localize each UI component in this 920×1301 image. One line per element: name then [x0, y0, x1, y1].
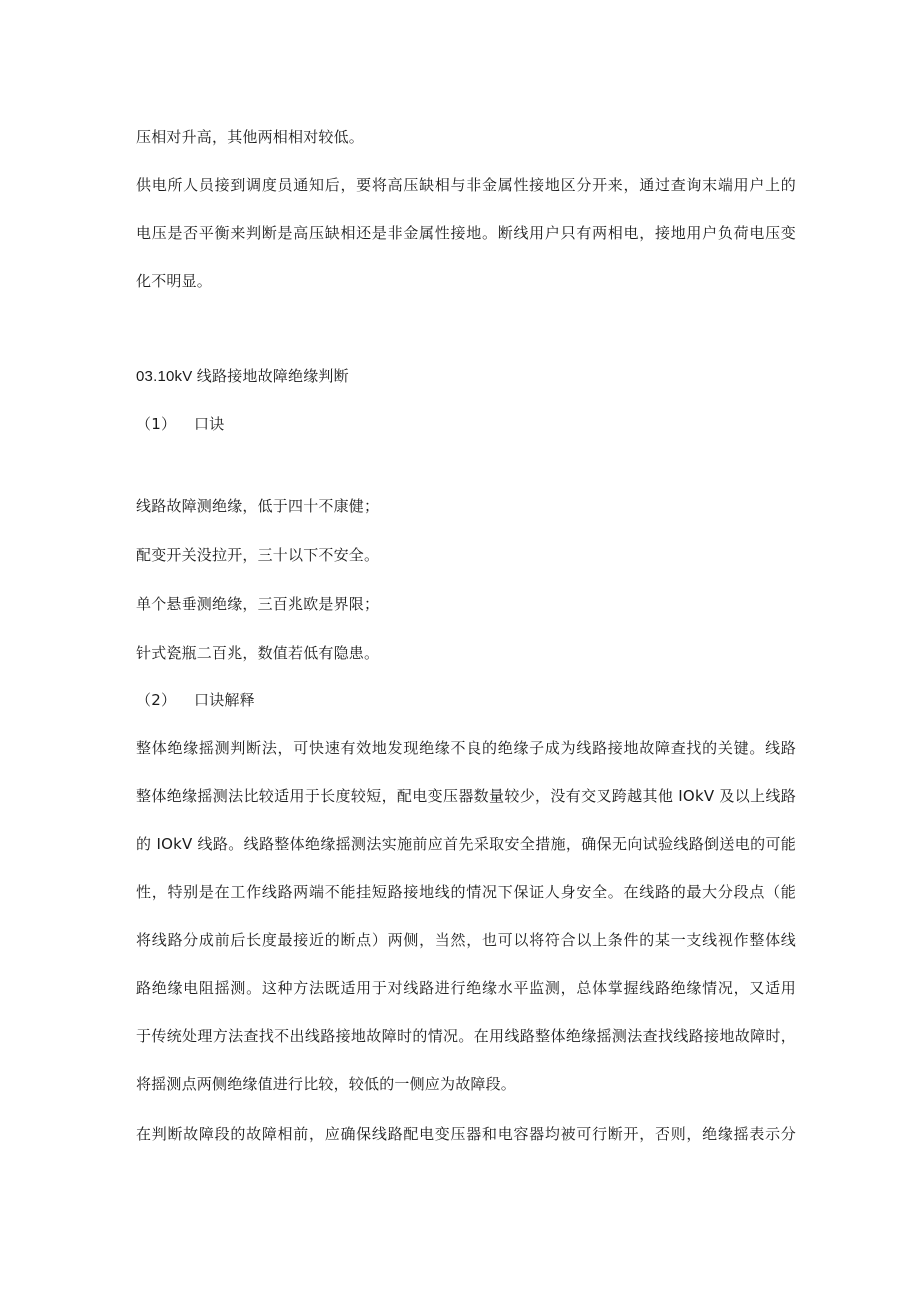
paragraph1-line: 电压是否平衡来判断是高压缺相还是非金属性接地。断线用户只有两相电，接地用户负荷电压变 [136, 224, 796, 242]
list-item-number: （2） [136, 691, 177, 709]
paragraph2-line: 路绝缘电阻摇测。这种方法既适用于对线路进行绝缘水平监测，总体掌握线路绝缘情况，又适用 [136, 979, 796, 997]
paragraph2-line: 将摇测点两侧绝缘值进行比较，较低的一侧应为故障段。 [136, 1075, 517, 1093]
verse-line: 配变开关没拉开，三十以下不安全。 [136, 546, 380, 564]
section-heading: 03.10kV 线路接地故障绝缘判断 [136, 368, 349, 385]
verse-line: 单个悬垂测绝缘，三百兆欧是界限； [136, 595, 380, 613]
verse-line: 针式瓷瓶二百兆，数值若低有隐患。 [136, 644, 380, 662]
paragraph2-line: 整体绝缘摇测判断法，可快速有效地发现绝缘不良的绝缘子成为线路接地故障查找的关键。线路 [136, 739, 796, 757]
paragraph2-line: 性，特别是在工作线路两端不能挂短路接地线的情况下保证人身安全。在线路的最大分段点（能 [136, 883, 796, 901]
paragraph2-line: 整体绝缘摇测法比较适用于长度较短，配电变压器数量较少，没有交叉跨越其他 IOkV 及以上线路 [136, 787, 796, 805]
paragraph2-line: 于传统处理方法查找不出线路接地故障时的情况。在用线路整体绝缘摇测法查找线路接地故障时， [136, 1027, 796, 1045]
list-item-number: （1） [136, 415, 177, 433]
paragraph2-line: 的 IOkV 线路。线路整体绝缘摇测法实施前应首先采取安全措施，确保无向试验线路倒送电的可能 [136, 835, 796, 853]
paragraph-tail: 压相对升高，其他两相相对较低。 [136, 128, 365, 146]
paragraph1-line: 供电所人员接到调度员通知后，要将高压缺相与非金属性接地区分开来，通过查询末端用户上的 [136, 176, 796, 194]
paragraph1-line: 化不明显。 [136, 272, 213, 290]
paragraph2-line: 将线路分成前后长度最接近的断点）两侧，当然，也可以将符合以上条件的某一支线视作整体线 [136, 931, 796, 949]
list-item-label: 口诀解释 [194, 691, 255, 709]
verse-line: 线路故障测绝缘，低于四十不康健； [136, 497, 380, 515]
list-item-label: 口诀 [194, 415, 225, 433]
list-item-2 [136, 690, 255, 710]
paragraph3-line: 在判断故障段的故障相前，应确保线路配电变压器和电容器均被可行断开，否则，绝缘摇表示分 [136, 1125, 796, 1143]
list-item-1 [136, 414, 224, 434]
